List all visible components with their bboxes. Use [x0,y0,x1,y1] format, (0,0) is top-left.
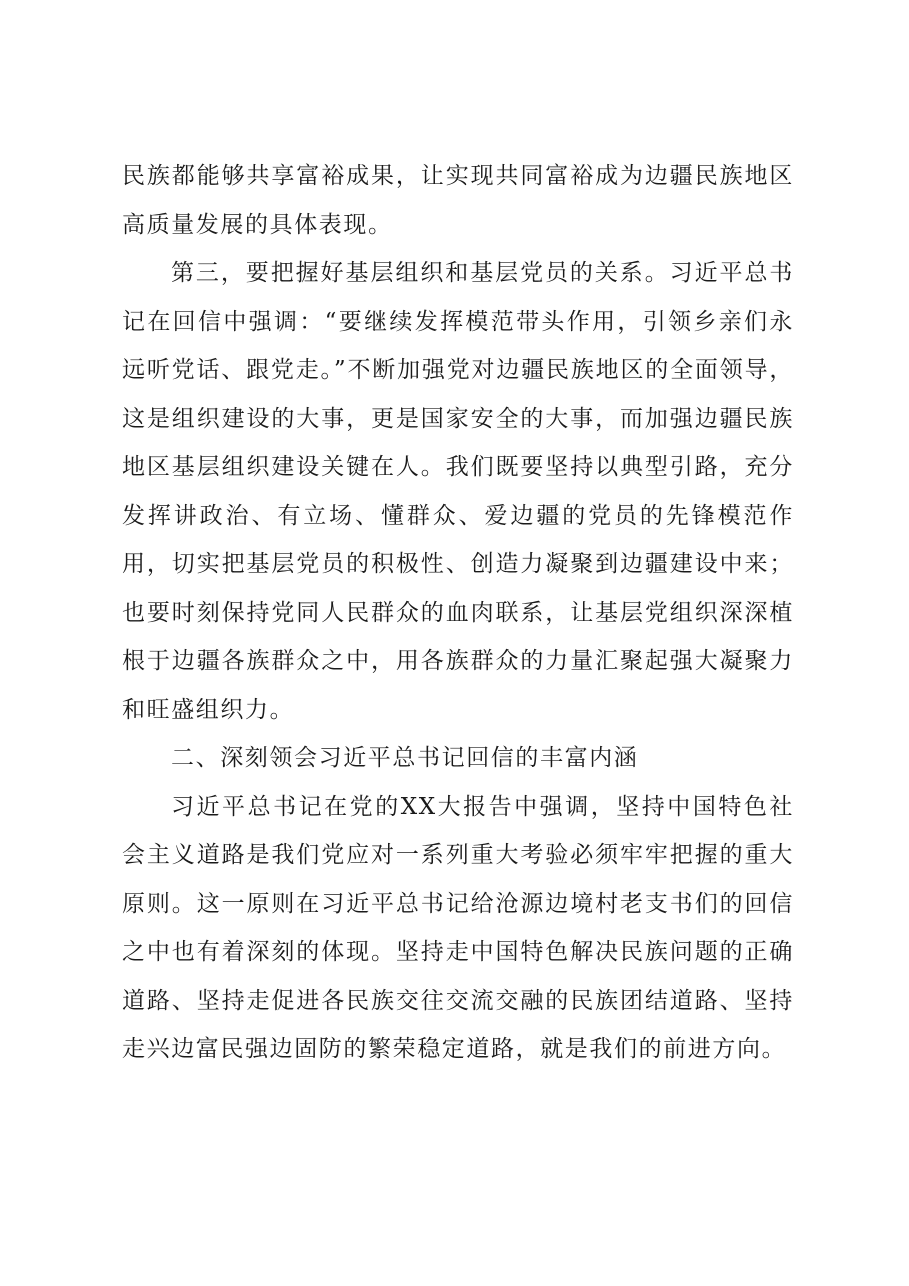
paragraph-third-point: 第三，要把握好基层组织和基层党员的关系。习近平总书记在回信中强调：“要继续发挥模范带头作用，引领乡亲们永远听党话、跟党走。”不断加强党对边疆民族地区的全面领导，这是组织建设的大事，更是国家安全的大事，而加强边疆民族地区基层组织建设关键在人。我们既要坚持以典型引路，充分发挥讲政治、有立场、懂群众、爱边疆的党员的先锋模范作用，切实把基层党员的积极性、创造力凝聚到边疆建设中来；也要时刻保持党同人民群众的血肉联系，让基层党组织深深植根于边疆各族群众之中，用各族群众的力量汇聚起强大凝聚力和旺盛组织力。 [122,260,794,723]
paragraph-section-two: 习近平总书记在党的XX大报告中强调，坚持中国特色社会主义道路是我们党应对一系列重大考验必须牢牢把握的重大原则。这一原则在习近平总书记给沧源边境村老支书们的回信之中也有着深刻的体现。坚持走中国特色解决民族问题的正确道路、坚持走促进各民族交往交流交融的民族团结道路、坚持走兴边富民强边固防的繁荣稳定道路，就是我们的前进方向。 [122,793,794,1062]
paragraph-continuation: 民族都能够共享富裕成果，让实现共同富裕成为边疆民族地区高质量发展的具体表现。 [122,163,794,238]
section-heading: 二、深刻领会习近平总书记回信的丰富内涵 [171,745,639,771]
document-body [122,152,794,1074]
